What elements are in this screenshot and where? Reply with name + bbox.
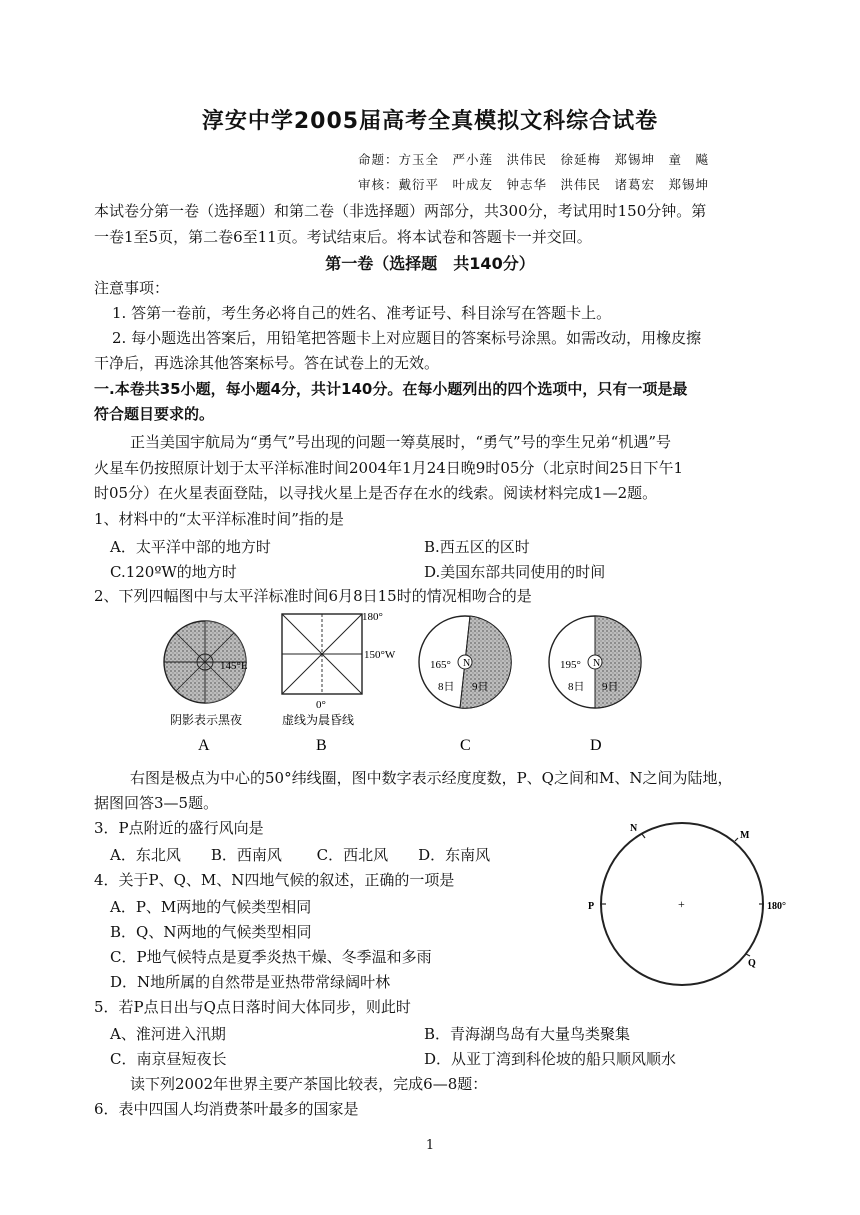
page-title: 淳安中学2005届高考全真模拟文科综合试卷	[201, 109, 659, 134]
panel-a-letter: A	[198, 737, 210, 754]
intro-line-1: 本试卷分第一卷（选择题）和第二卷（非选择题）两部分，共300分，考试用时150分钟。第	[94, 202, 707, 220]
q3-stem: 3．P点附近的盛行风向是	[94, 819, 264, 837]
q5-option-c: C．南京昼短夜长	[110, 1050, 227, 1068]
pole-marker: +	[678, 897, 685, 911]
point-p: P	[588, 901, 595, 912]
q4-option-b: B．Q、N两地的气候类型相同	[110, 923, 312, 941]
section-title: 第一卷（选择题 共140分）	[325, 254, 535, 273]
panel-c-day8: 8日	[438, 681, 455, 693]
part1-instruction-line-1: 一.本卷共35小题，每小题4分，共计140分。在每小题列出的四个选项中，只有一项是最	[94, 380, 688, 398]
point-q: Q	[748, 958, 756, 969]
panel-b-top-label: 180°	[362, 611, 383, 623]
q1-stem: 1、材料中的“太平洋标准时间”指的是	[94, 510, 344, 528]
q5-stem: 5．若P点日出与Q点日落时间大体同步，则此时	[94, 998, 411, 1016]
longitude-180-label: 180°	[767, 901, 786, 912]
panel-c-letter: C	[460, 737, 471, 754]
q5-option-a: A、淮河进入汛期	[110, 1025, 226, 1043]
latitude-circle-figure	[580, 816, 800, 996]
panel-b-letter: B	[316, 737, 327, 754]
passage1-line-3: 时05分）在火星表面登陆，以寻找火星上是否存在水的线索。阅读材料完成1—2题。	[94, 484, 658, 502]
q1-option-b: B.西五区的区时	[424, 538, 530, 556]
page-number: 1	[425, 1138, 435, 1153]
q2-figure	[150, 606, 650, 758]
panel-c-longitude: 165°	[430, 659, 451, 671]
passage3: 读下列2002年世界主要产茶国比较表，完成6—8题：	[130, 1075, 488, 1093]
q4-stem: 4．关于P、Q、M、N四地气候的叙述，正确的一项是	[94, 871, 455, 889]
q5-option-b: B．青海湖鸟岛有大量鸟类聚集	[424, 1025, 631, 1043]
notes-item-2-line-2: 干净后，再选涂其他答案标号。答在试卷上的无效。	[94, 354, 440, 372]
panel-d-north: N	[593, 658, 601, 669]
panel-b	[282, 611, 396, 754]
panel-c-north: N	[463, 658, 471, 669]
q5-option-d: D．从亚丁湾到科伦坡的船只顺风顺水	[424, 1050, 677, 1068]
passage2-line-1: 右图是极点为中心的50°纬线圈，图中数字表示经度度数，P、Q之间和M、N之间为陆地，	[130, 769, 733, 787]
passage1-line-1: 正当美国宇航局为“勇气”号出现的问题一筹莫展时，“勇气”号的孪生兄弟“机遇”号	[130, 433, 672, 451]
passage2-line-2: 据图回答3—5题。	[94, 794, 219, 812]
panel-d	[549, 616, 641, 754]
panel-c	[419, 616, 511, 754]
q1-option-d: D.美国东部共同使用的时间	[424, 563, 606, 581]
panel-d-letter: D	[590, 737, 602, 754]
panel-a-caption: 阴影表示黑夜	[170, 713, 243, 727]
q4-option-c: C．P地气候特点是夏季炎热干燥、冬季温和多雨	[110, 948, 432, 966]
panel-d-day8: 8日	[568, 681, 585, 693]
reviewers-line: 审核：戴衍平 叶成友 钟志华 洪伟民 诸葛宏 郑锡坤	[358, 177, 710, 192]
point-n: N	[630, 823, 638, 834]
panel-a	[164, 621, 248, 754]
passage1-line-2: 火星车仍按照原计划于太平洋标准时间2004年1月24日晚9时05分（北京时间25日下午1	[94, 459, 684, 477]
q4-option-d: D．N地所属的自然带是亚热带常绿阔叶林	[110, 973, 391, 991]
panel-b-right-label: 150°W	[364, 649, 396, 661]
q1-option-c: C.120ºW的地方时	[110, 563, 237, 581]
panel-b-bottom-label: 0°	[316, 699, 326, 711]
panel-a-longitude: 145°E	[220, 660, 248, 672]
authors-line: 命题：方玉全 严小莲 洪伟民 徐延梅 郑锡坤 童 飚	[358, 152, 710, 167]
panel-d-longitude: 195°	[560, 659, 581, 671]
notes-item-2-line-1: 2. 每小题选出答案后，用铅笔把答题卡上对应题目的答案标号涂黑。如需改动，用橡皮擦	[112, 329, 702, 347]
notes-item-1: 1. 答第一卷前，考生务必将自己的姓名、准考证号、科目涂写在答题卡上。	[112, 304, 612, 322]
panel-b-caption: 虚线为晨昏线	[282, 713, 355, 727]
notes-heading: 注意事项：	[94, 279, 170, 297]
panel-c-day9: 9日	[472, 681, 489, 693]
part1-instruction-line-2: 符合题目要求的。	[94, 405, 215, 423]
q2-stem: 2、下列四幅图中与太平洋标准时间6月8日15时的情况相吻合的是	[94, 587, 532, 605]
q6-stem: 6．表中四国人均消费茶叶最多的国家是	[94, 1100, 359, 1118]
intro-line-2: 一卷1至5页，第二卷6至11页。考试结束后。将本试卷和答题卡一并交回。	[94, 228, 592, 246]
point-m: M	[740, 830, 750, 841]
q4-option-a: A．P、M两地的气候类型相同	[110, 898, 312, 916]
q3-options: A．东北风 B．西南风 C．西北风 D．东南风	[110, 846, 491, 864]
q1-option-a: A．太平洋中部的地方时	[110, 538, 271, 556]
panel-d-day9: 9日	[602, 681, 619, 693]
